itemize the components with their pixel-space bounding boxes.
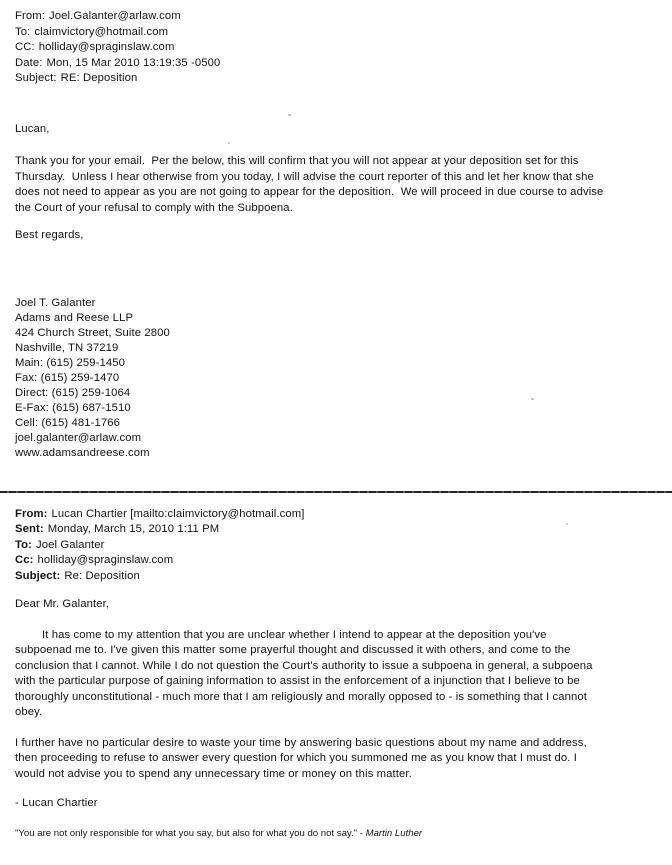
body-line: would not advise you to spend any unnecessary time or money on this matter.	[15, 767, 412, 780]
email1-to-line	[15, 25, 662, 41]
signature-street: 424 Church Street, Suite 2800	[15, 326, 170, 339]
email1-signature-block	[15, 296, 662, 461]
date-value: Mon, 15 Mar 2010 13:19:35 -0500	[46, 56, 221, 69]
email2-sent-line	[15, 522, 662, 538]
cc-value: holliday@spraginslaw.com	[38, 41, 175, 53]
email1-from-line	[15, 9, 662, 25]
body-line: Thursday. Unless I hear otherwise from you today, I will advise the court reporter of this and let her know that she	[15, 170, 594, 183]
email1-date-line	[15, 56, 662, 72]
scan-speck	[228, 142, 230, 144]
cc-label: CC:	[15, 41, 35, 53]
signature-website: www.adamsandreese.com	[15, 446, 150, 459]
to-label: To:	[15, 538, 33, 551]
body-line: I further have no particular desire to waste your time by answering basic questions about my name and address,	[15, 736, 587, 749]
subject-value: RE: Deposition	[60, 72, 138, 84]
signature-name: Joel T. Galanter	[15, 296, 96, 309]
sent-label: Sent:	[15, 523, 44, 535]
date-label: Date:	[15, 56, 43, 69]
body-line: thoroughly unconstitutional - much more that I am religiously and morally opposed to - is something that I cannot	[15, 690, 588, 703]
subject-label: Subject:	[15, 72, 57, 84]
to-value: Joel Galanter	[36, 538, 105, 551]
cc-value: holliday@spraginslaw.com	[37, 554, 174, 566]
email2-from-line	[15, 507, 662, 523]
horizontal-rule	[0, 491, 672, 493]
email2-paragraph-2	[15, 736, 662, 783]
signature-email: joel.galanter@arlaw.com	[15, 431, 142, 444]
quote-text: "You are not only responsible for what you say, but also for what you do not say." -	[15, 827, 366, 839]
body-line: Thank you for your email. Per the below, this will confirm that you will not appear at your deposition set for this	[15, 155, 579, 167]
cc-label: Cc:	[15, 554, 34, 566]
body-line: then proceeding to refuse to answer every question for which you summoned me as you know that I must do. I	[15, 752, 577, 764]
email1-cc-line	[15, 40, 662, 56]
signature-cell-phone: Cell: (615) 481-1766	[15, 416, 120, 429]
email2-salutation: Dear Mr. Galanter,	[15, 598, 110, 610]
from-label: From:	[15, 10, 45, 22]
email2-cc-line	[15, 553, 662, 569]
email1-subject-line	[15, 71, 662, 87]
body-line: subpoenad me to. I've given this matter some prayerful thought and discussed it with others, and come to the	[15, 644, 571, 656]
email2-paragraph-1	[15, 628, 662, 721]
signature-main-phone: Main: (615) 259-1450	[15, 356, 126, 369]
signature-fax: Fax: (615) 259-1470	[15, 371, 120, 384]
subject-value: Re: Deposition	[64, 569, 140, 582]
email2-subject-line	[15, 569, 662, 585]
from-value: Joel.Galanter@arlaw.com	[49, 10, 181, 22]
signature-quote	[15, 827, 662, 840]
quote-attribution: Martin Luther	[365, 827, 423, 839]
scan-speck	[288, 114, 291, 116]
body-line: the Court of your refusal to comply with the Subpoena.	[15, 201, 293, 214]
email1-salutation: Lucan,	[15, 122, 50, 135]
body-line: obey.	[15, 706, 43, 718]
body-line: conclusion that I cannot. While I do not question the Court's authority to issue a subpoena in general, a subpoena	[15, 659, 593, 672]
body-line: does not need to appear as you are not going to appear for the deposition. We will proceed in due course to advise	[15, 186, 604, 198]
signature-firm: Adams and Reese LLP	[15, 311, 134, 324]
sent-value: Monday, March 15, 2010 1:11 PM	[47, 523, 220, 535]
email1-body	[15, 154, 662, 216]
scan-speck	[531, 398, 534, 400]
scan-speck	[566, 523, 568, 525]
email2-header	[15, 507, 662, 585]
signature-efax: E-Fax: (615) 687-1510	[15, 401, 131, 414]
to-label: To:	[15, 25, 31, 38]
from-value: Lucan Chartier [mailto:claimvictory@hotmail.com]	[51, 507, 305, 520]
email1-closing: Best regards,	[15, 229, 84, 241]
to-value: claimvictory@hotmail.com	[34, 25, 169, 38]
signature-city: Nashville, TN 37219	[15, 341, 119, 354]
email2-to-line	[15, 538, 662, 554]
body-line: with the particular purpose of gaining information to assist in the enforcement of a injunction that I believe to be	[15, 675, 580, 687]
from-label: From:	[15, 507, 48, 520]
body-line: It has come to my attention that you are unclear whether I intend to appear at the deposition you've	[42, 628, 547, 641]
signature-direct-phone: Direct: (615) 259-1064	[15, 386, 131, 399]
email2-signoff: - Lucan Chartier	[15, 797, 98, 809]
subject-label: Subject:	[15, 569, 61, 582]
email1-header	[15, 9, 662, 87]
